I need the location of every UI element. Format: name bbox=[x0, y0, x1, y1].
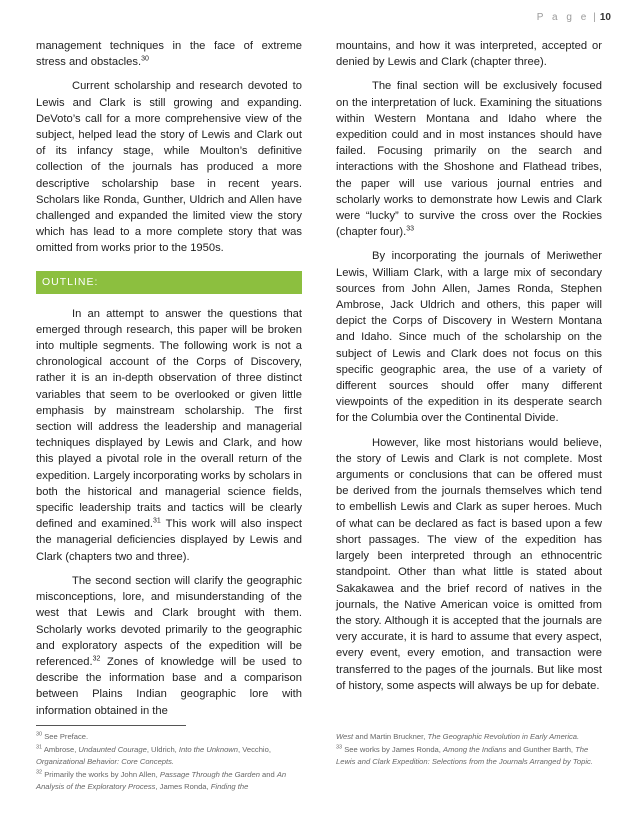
paragraph: However, like most historians would believe, the story of Lewis and Clark is not complete. Most arguments or conclusions that can be offered must be derived from the journals themselves which tend to embellish Lewis and Clark as super heroes. Much of what can be declared as fact is based upon a few short passages. The view of the expedition has largely been interpreted through an ethnocentric standpoint. Other than what little is stated about Sakakawea and the brief record of natives in the journals, the Native American voice is omitted from the story. Although it is accepted that the journals are very accurate, it is hard to assume that every aspect, every event, every emotion, and transaction were transferred to the pages of the journals. But like most of history, some aspects will always be up for debate. bbox=[336, 436, 602, 692]
paragraph: Current scholarship and research devoted to Lewis and Clark is still growing and expanding. DeVoto’s call for a more comprehensive view of the subject, helped lead the story of Lewis and Clark out of its infancy stage, while Moulton’s definitive collection of the journals has produced a more descriptive scholarship base in recent years. Scholars like Ronda, Gunther, Uldrich and Allen have challenged and expanded the limited view the story which has lead to a more complete story that was omitted from works prior to the 1950s. bbox=[36, 80, 302, 255]
left-column bbox=[36, 38, 302, 727]
paragraph: The final section will be exclusively focused on the interpretation of luck. Examining the situations within Western Montana and Idaho where the expedition could and in most instances should have failed. Focusing primarily on the search and interactions with the Shoshone and Flathead tribes, the paper will use various journal entries and scholarly works to demonstrate how Lewis and Clark were “lucky” to survive the cross over the Rockies (chapter four).$^{33}$ bbox=[336, 80, 602, 239]
footnote-number: 30 bbox=[36, 731, 43, 738]
paragraph: The second section will clarify the geographic misconceptions, lore, and misunderstanding of the west that Lewis and Clark brought with them. Scholarly works devoted primarily to the geographic and exploratory aspects of the expedition will be referenced.$^{32}$ Zones of knowledge will be used to describe the information base and a comparison between Plains Indian geographic lore with information obtained in the bbox=[36, 574, 302, 717]
page-number: 10 bbox=[599, 12, 611, 23]
footnote: $^{33}$ See works by James Ronda, Among the Indians and Gunther Barth, The Lewis and Clark Expedition: Selections from the Journals Arranged by Topic. bbox=[336, 744, 593, 767]
paragraph: In an attempt to answer the questions that emerged through research, this paper will be broken into multiple segments. The following work is not a chronological account of the Corps of Discovery, rather it is an in-depth observation of three distinct variables that seem to be overlooked or given little emphasis by mainstream scholarship. The first section will address the leadership and managerial techniques displayed by Lewis and Clark, and how this played a pivotal role in the overall return of the expedition. Largely incorporating works by scholars in both the historical and managerial science fields, specific leadership traits and tactics will be clearly defined and examined.$^{31}$ This work will also inspect the managerial deficiencies displayed by Lewis and Clark (chapters two and three). bbox=[36, 307, 302, 563]
page-label: P a g e bbox=[536, 12, 590, 23]
footnote-number: 32 bbox=[36, 769, 43, 776]
footnote: West and Martin Bruckner, The Geographic Revolution in Early America. bbox=[336, 732, 580, 741]
footnotes-left bbox=[36, 731, 306, 794]
footnote: $^{30}$ See Preface. bbox=[36, 731, 89, 741]
footnote-ref: 33 bbox=[406, 225, 415, 233]
paragraph: By incorporating the journals of Meriwether Lewis, William Clark, with a large mix of secondary sources from John Allen, James Ronda, Stephen Ambrose, Jack Uldrich and others, this paper will depict the Corps of Discovery in Western Montana and Idaho. Since much of the scholarship on the subject of Lewis and Clark does not focus on this specific geographic area, the use of a variety of different sources should offer many different viewpoints of the expedition in its desperate search for the Columbia over the Continental Divide. bbox=[336, 250, 602, 425]
footnotes-right bbox=[336, 731, 606, 769]
page-separator: | bbox=[593, 12, 596, 23]
paragraph: mountains, and how it was interpreted, accepted or denied by Lewis and Clark (chapter three). bbox=[336, 40, 602, 69]
footnote-number: 31 bbox=[36, 744, 43, 751]
footnote-ref: 30 bbox=[141, 55, 149, 63]
footnote-divider bbox=[36, 725, 186, 726]
footnote-number: 33 bbox=[336, 744, 343, 751]
paragraph: management techniques in the face of extreme stress and obstacles.$^{30}$ bbox=[36, 40, 302, 69]
page-header bbox=[537, 12, 611, 23]
footnote-ref: 31 bbox=[153, 517, 161, 525]
footnote: $^{32}$ Primarily the works by John Allen, Passage Through the Garden and An Analysis of the Exploratory Process, James Ronda, Finding the bbox=[36, 769, 287, 792]
footnote-ref: 32 bbox=[92, 655, 101, 663]
right-column bbox=[336, 38, 602, 702]
outline-heading: OUTLINE: bbox=[36, 271, 302, 294]
footnote: $^{31}$ Ambrose, Undaunted Courage, Uldrich, Into the Unknown, Vecchio, Organizational Behavior: Core Concepts. bbox=[36, 744, 271, 767]
